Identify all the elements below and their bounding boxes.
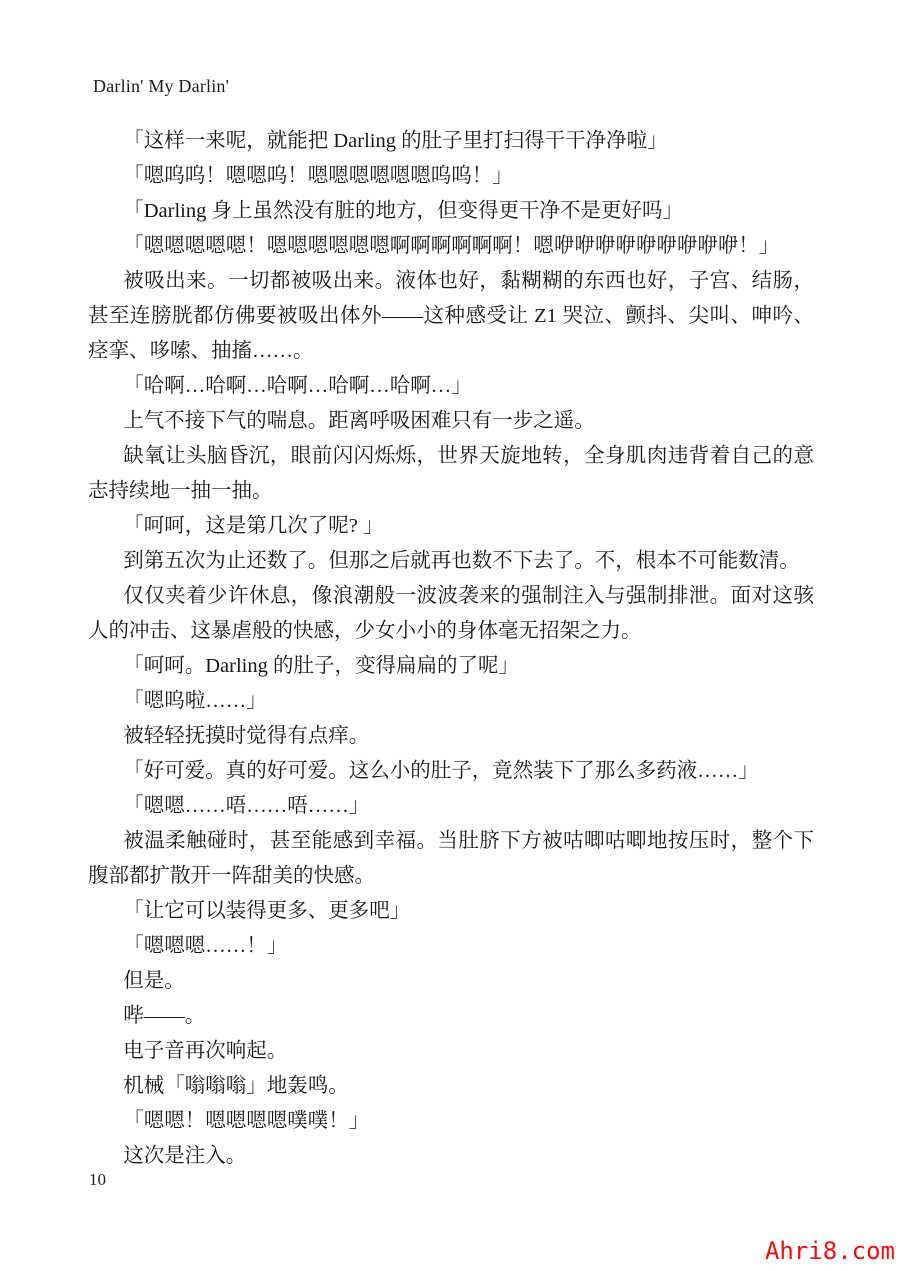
page-number: 10 — [89, 1170, 106, 1189]
running-header-title: Darlin' My Darlin' — [93, 76, 230, 96]
paragraph: 仅仅夹着少许休息，像浪潮般一波波袭来的强制注入与强制排泄。面对这骇人的冲击、这暴虐般的快感，少女小小的身体毫无招架之力。 — [88, 585, 814, 642]
paragraph: 「嗯嗯嗯……！」 — [123, 935, 288, 957]
paragraph: 「让它可以装得更多、更多吧」 — [123, 900, 411, 922]
paragraph: 被吸出来。一切都被吸出来。液体也好，黏糊糊的东西也好，子宫、结肠，甚至连膀胱都仿佛要被吸出体外——这种感受让 Z1 哭泣、颤抖、尖叫、呻吟、痉挛、哆嗦、抽搐……。 — [88, 270, 814, 362]
paragraph: 被温柔触碰时，甚至能感到幸福。当肚脐下方被咕唧咕唧地按压时，整个下腹部都扩散开一阵甜美的快感。 — [88, 830, 814, 887]
paragraph: 「呵呵，这是第几次了呢? 」 — [123, 515, 384, 537]
paragraph: 「嗯呜呜！嗯嗯呜！嗯嗯嗯嗯嗯嗯呜呜！」 — [123, 165, 513, 187]
body-text — [88, 124, 814, 1174]
paragraph: 上气不接下气的喘息。距离呼吸困难只有一步之遥。 — [123, 410, 595, 432]
paragraph: 到第五次为止还数了。但那之后就再也数不下去了。不，根本不可能数清。 — [123, 550, 800, 572]
paragraph: 机械「嗡嗡嗡」地轰鸣。 — [123, 1075, 349, 1097]
paragraph: 「嗯嗯……唔……唔……」 — [123, 795, 370, 817]
paragraph: 哔——。 — [123, 1005, 206, 1027]
paragraph: 「好可爱。真的好可爱。这么小的肚子，竟然装下了那么多药液……」 — [123, 760, 759, 782]
paragraph: 这次是注入。 — [123, 1145, 247, 1167]
paragraph: 电子音再次响起。 — [123, 1040, 288, 1062]
paragraph: 「哈啊…哈啊…哈啊…哈啊…哈啊…」 — [123, 375, 472, 397]
paragraph: 「呵呵。Darling 的肚子，变得扁扁的了呢」 — [123, 655, 519, 677]
paragraph: 「嗯嗯！嗯嗯嗯嗯噗噗！」 — [123, 1110, 370, 1132]
paragraph: 「Darling 身上虽然没有脏的地方，但变得更干净不是更好吗」 — [123, 200, 683, 222]
paragraph: 缺氧让头脑昏沉，眼前闪闪烁烁，世界天旋地转，全身肌肉违背着自己的意志持续地一抽一抽。 — [88, 445, 814, 502]
paragraph: 「这样一来呢，就能把 Darling 的肚子里打扫得干干净净啦」 — [123, 130, 668, 152]
paragraph: 「嗯嗯嗯嗯嗯！嗯嗯嗯嗯嗯嗯啊啊啊啊啊啊！嗯咿咿咿咿咿咿咿咿咿！」 — [123, 235, 780, 257]
paragraph: 但是。 — [123, 970, 185, 992]
watermark-site-label: Ahri8.com — [764, 1237, 895, 1265]
paragraph: 「嗯呜啦……」 — [123, 690, 267, 712]
paragraph: 被轻轻抚摸时觉得有点痒。 — [123, 725, 370, 747]
